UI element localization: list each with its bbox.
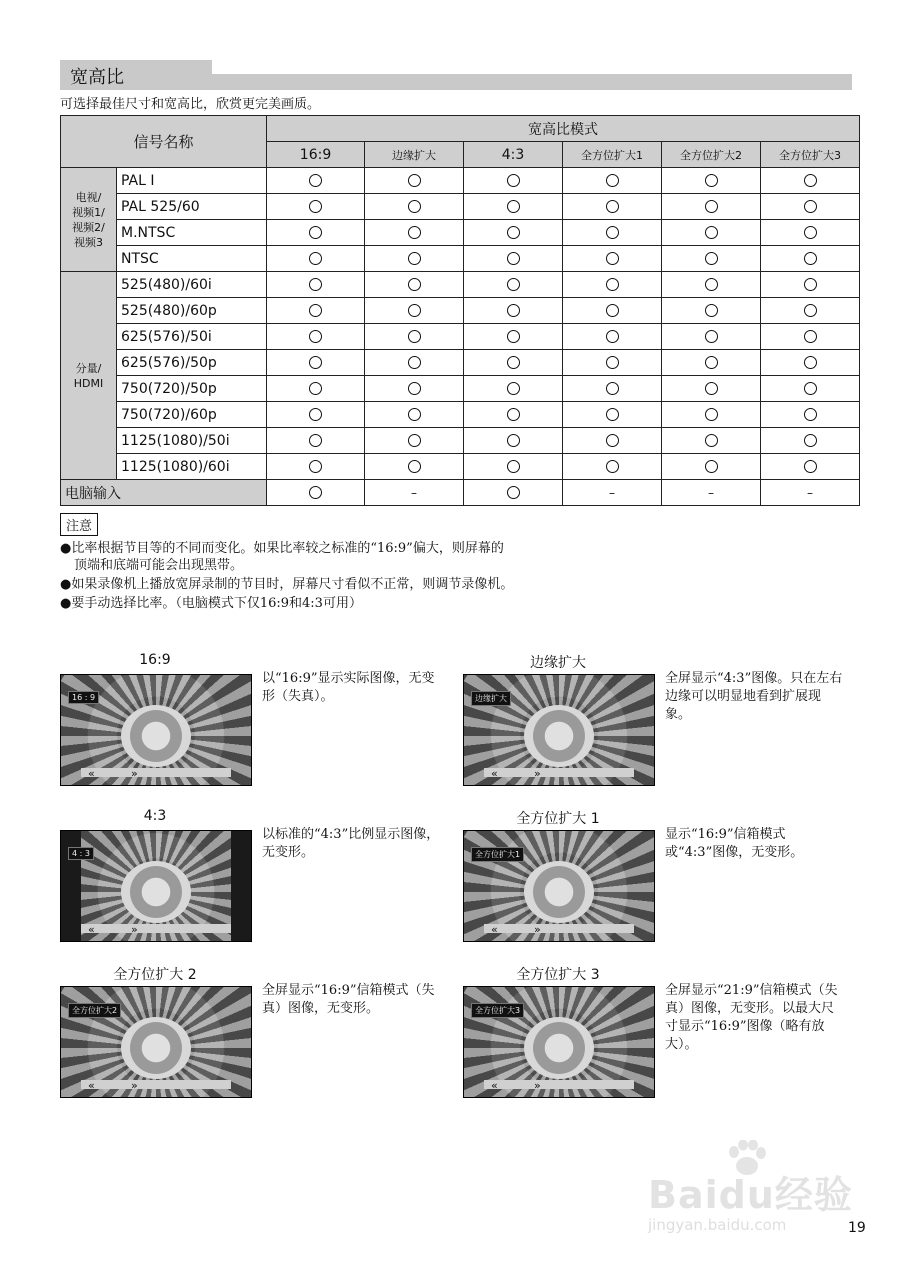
supported-circle-icon bbox=[804, 200, 817, 213]
supported-circle-icon bbox=[507, 226, 520, 239]
sunflower-core bbox=[121, 861, 191, 923]
support-cell bbox=[761, 298, 860, 324]
supported-circle-icon bbox=[408, 304, 421, 317]
support-cell bbox=[365, 480, 464, 506]
support-cell bbox=[662, 324, 761, 350]
baidu-watermark bbox=[648, 1140, 878, 1240]
supported-circle-icon bbox=[309, 486, 322, 499]
support-cell bbox=[365, 194, 464, 220]
support-cell bbox=[761, 194, 860, 220]
supported-circle-icon bbox=[606, 330, 619, 343]
forward-icon: » bbox=[534, 923, 541, 936]
note-label: 注意 bbox=[60, 513, 98, 536]
table-row bbox=[61, 272, 860, 298]
supported-circle-icon bbox=[606, 382, 619, 395]
group-label-line: 电视/ bbox=[75, 190, 102, 204]
support-cell bbox=[563, 298, 662, 324]
signal-name: 1125(1080)/60i bbox=[117, 454, 267, 480]
supported-circle-icon bbox=[408, 356, 421, 369]
supported-circle-icon bbox=[309, 278, 322, 291]
mode-column-header: 全方位扩大2 bbox=[662, 142, 761, 168]
supported-circle-icon bbox=[507, 356, 520, 369]
signal-name-header: 信号名称 bbox=[61, 116, 267, 168]
mode-illustration bbox=[463, 652, 863, 802]
supported-circle-icon bbox=[606, 434, 619, 447]
osd-control-strip bbox=[81, 768, 231, 777]
support-cell bbox=[464, 298, 563, 324]
support-cell bbox=[761, 350, 860, 376]
support-cell bbox=[761, 428, 860, 454]
forward-icon: » bbox=[131, 923, 138, 936]
supported-circle-icon bbox=[309, 304, 322, 317]
tv-screen-image bbox=[463, 830, 655, 942]
support-cell bbox=[365, 402, 464, 428]
supported-circle-icon bbox=[507, 434, 520, 447]
group-label-line: 分量/ bbox=[75, 361, 102, 375]
tv-screen-image bbox=[463, 674, 655, 786]
support-cell bbox=[563, 324, 662, 350]
supported-circle-icon bbox=[309, 174, 322, 187]
supported-circle-icon bbox=[408, 278, 421, 291]
note-item bbox=[60, 540, 660, 574]
table-row bbox=[61, 454, 860, 480]
mode-column-header: 边缘扩大 bbox=[365, 142, 464, 168]
mode-illustration bbox=[60, 964, 460, 1114]
supported-circle-icon bbox=[705, 226, 718, 239]
support-cell bbox=[267, 246, 365, 272]
support-cell bbox=[464, 246, 563, 272]
table-row bbox=[61, 324, 860, 350]
supported-circle-icon bbox=[507, 460, 520, 473]
support-cell bbox=[563, 168, 662, 194]
support-cell bbox=[662, 246, 761, 272]
mode-caption: 全方位扩大 3 bbox=[516, 967, 600, 983]
table-row bbox=[61, 350, 860, 376]
supported-circle-icon bbox=[705, 382, 718, 395]
support-cell bbox=[464, 480, 563, 506]
support-cell bbox=[267, 402, 365, 428]
supported-circle-icon bbox=[408, 174, 421, 187]
support-cell bbox=[761, 480, 860, 506]
supported-circle-icon bbox=[705, 304, 718, 317]
mode-description: 显示“16:9”信箱模式或“4:3”图像，无变形。 bbox=[665, 827, 804, 860]
mode-caption: 全方位扩大 1 bbox=[516, 811, 600, 827]
supported-circle-icon bbox=[309, 330, 322, 343]
rewind-icon: « bbox=[491, 923, 498, 936]
support-cell bbox=[464, 194, 563, 220]
pc-input-row bbox=[61, 480, 860, 506]
osd-mode-label: 全方位扩大3 bbox=[471, 1003, 524, 1018]
support-cell bbox=[563, 246, 662, 272]
supported-circle-icon bbox=[507, 382, 520, 395]
support-cell bbox=[662, 220, 761, 246]
tv-screen-image bbox=[60, 986, 252, 1098]
support-cell bbox=[563, 220, 662, 246]
table-body bbox=[61, 168, 860, 506]
support-cell bbox=[563, 480, 662, 506]
support-cell bbox=[267, 454, 365, 480]
support-cell bbox=[761, 246, 860, 272]
supported-circle-icon bbox=[606, 226, 619, 239]
supported-circle-icon bbox=[408, 408, 421, 421]
supported-circle-icon bbox=[804, 434, 817, 447]
table-row bbox=[61, 194, 860, 220]
support-cell bbox=[761, 402, 860, 428]
osd-mode-label: 全方位扩大2 bbox=[68, 1003, 121, 1018]
note-line: ●要手动选择比率。（电脑模式下仅16:9和4:3可用） bbox=[60, 596, 362, 611]
supported-circle-icon bbox=[507, 330, 520, 343]
table-row bbox=[61, 402, 860, 428]
mode-caption: 边缘扩大 bbox=[530, 655, 586, 671]
support-cell bbox=[464, 324, 563, 350]
mode-column-header: 全方位扩大3 bbox=[761, 142, 860, 168]
signal-name: NTSC bbox=[117, 246, 267, 272]
supported-circle-icon bbox=[804, 252, 817, 265]
support-cell bbox=[761, 272, 860, 298]
signal-group-label bbox=[61, 168, 117, 272]
forward-icon: » bbox=[534, 1079, 541, 1092]
supported-circle-icon bbox=[606, 200, 619, 213]
supported-circle-icon bbox=[309, 460, 322, 473]
support-cell bbox=[662, 376, 761, 402]
supported-circle-icon bbox=[705, 278, 718, 291]
unsupported-dash: – bbox=[708, 485, 715, 500]
osd-control-strip bbox=[81, 924, 231, 933]
supported-circle-icon bbox=[507, 486, 520, 499]
tv-screen-image bbox=[60, 830, 252, 942]
supported-circle-icon bbox=[309, 252, 322, 265]
support-cell bbox=[563, 428, 662, 454]
supported-circle-icon bbox=[606, 304, 619, 317]
support-cell bbox=[267, 220, 365, 246]
section-header bbox=[60, 60, 852, 90]
note-list bbox=[60, 540, 660, 614]
unsupported-dash: – bbox=[609, 485, 616, 500]
supported-circle-icon bbox=[705, 356, 718, 369]
support-cell bbox=[464, 272, 563, 298]
mode-caption: 16:9 bbox=[139, 652, 171, 668]
supported-circle-icon bbox=[606, 252, 619, 265]
supported-circle-icon bbox=[705, 408, 718, 421]
support-cell bbox=[464, 350, 563, 376]
mode-illustration bbox=[60, 652, 460, 802]
mode-column-header: 4:3 bbox=[464, 142, 563, 168]
support-cell bbox=[761, 168, 860, 194]
mode-description: 全屏显示“16:9”信箱模式（失真）图像，无变形。 bbox=[262, 983, 435, 1016]
supported-circle-icon bbox=[804, 356, 817, 369]
supported-circle-icon bbox=[309, 434, 322, 447]
mode-description: 全屏显示“21:9”信箱模式（失真）图像，无变形。以最大尺寸显示“16:9”图像（略有放大）。 bbox=[665, 983, 838, 1052]
mode-caption: 4:3 bbox=[143, 808, 167, 824]
supported-circle-icon bbox=[705, 460, 718, 473]
signal-name: 525(480)/60i bbox=[117, 272, 267, 298]
table-row bbox=[61, 220, 860, 246]
supported-circle-icon bbox=[309, 200, 322, 213]
supported-circle-icon bbox=[408, 460, 421, 473]
mode-illustration bbox=[463, 964, 863, 1114]
supported-circle-icon bbox=[804, 330, 817, 343]
mode-description: 以标准的“4:3”比例显示图像，无变形。 bbox=[262, 827, 440, 860]
osd-control-strip bbox=[484, 924, 634, 933]
supported-circle-icon bbox=[705, 200, 718, 213]
pc-input-label: 电脑输入 bbox=[61, 480, 267, 506]
note-line: ●比率根据节目等的不同而变化。如果比率较之标准的“16:9”偏大，则屏幕的 bbox=[60, 541, 504, 556]
support-cell bbox=[563, 194, 662, 220]
note-item bbox=[60, 576, 660, 593]
supported-circle-icon bbox=[804, 460, 817, 473]
supported-circle-icon bbox=[507, 304, 520, 317]
table-row bbox=[61, 168, 860, 194]
supported-circle-icon bbox=[804, 226, 817, 239]
mode-illustration bbox=[463, 808, 863, 958]
supported-circle-icon bbox=[408, 434, 421, 447]
support-cell bbox=[662, 194, 761, 220]
supported-circle-icon bbox=[309, 382, 322, 395]
mode-illustration bbox=[60, 808, 460, 958]
section-header-rule bbox=[212, 74, 852, 90]
supported-circle-icon bbox=[408, 382, 421, 395]
rewind-icon: « bbox=[491, 767, 498, 780]
supported-circle-icon bbox=[606, 460, 619, 473]
support-cell bbox=[761, 324, 860, 350]
support-cell bbox=[464, 428, 563, 454]
rewind-icon: « bbox=[491, 1079, 498, 1092]
osd-control-strip bbox=[484, 768, 634, 777]
support-cell bbox=[267, 480, 365, 506]
support-cell bbox=[761, 220, 860, 246]
support-cell bbox=[365, 246, 464, 272]
signal-name: 525(480)/60p bbox=[117, 298, 267, 324]
supported-circle-icon bbox=[606, 174, 619, 187]
signal-group-label bbox=[61, 272, 117, 480]
supported-circle-icon bbox=[804, 304, 817, 317]
support-cell bbox=[662, 298, 761, 324]
sunflower-core bbox=[121, 705, 191, 767]
support-cell bbox=[662, 168, 761, 194]
osd-mode-label: 4 : 3 bbox=[68, 847, 94, 860]
support-cell bbox=[563, 350, 662, 376]
support-cell bbox=[365, 454, 464, 480]
support-cell bbox=[464, 402, 563, 428]
mode-column-header: 16:9 bbox=[267, 142, 365, 168]
support-cell bbox=[464, 220, 563, 246]
table-row bbox=[61, 428, 860, 454]
support-cell bbox=[662, 350, 761, 376]
support-cell bbox=[267, 272, 365, 298]
support-cell bbox=[267, 324, 365, 350]
supported-circle-icon bbox=[408, 252, 421, 265]
osd-control-strip bbox=[81, 1080, 231, 1089]
tv-screen-image bbox=[60, 674, 252, 786]
note-line: ●如果录像机上播放宽屏录制的节目时，屏幕尺寸看似不正常，则调节录像机。 bbox=[60, 577, 514, 592]
support-cell bbox=[365, 428, 464, 454]
watermark-url: jingyan.baidu.com bbox=[648, 1216, 787, 1234]
support-cell bbox=[267, 168, 365, 194]
support-cell bbox=[267, 428, 365, 454]
supported-circle-icon bbox=[309, 408, 322, 421]
rewind-icon: « bbox=[88, 923, 95, 936]
osd-mode-label: 16 : 9 bbox=[68, 691, 99, 704]
support-cell bbox=[563, 376, 662, 402]
sunflower-core bbox=[121, 1017, 191, 1079]
mode-column-header: 全方位扩大1 bbox=[563, 142, 662, 168]
signal-name: PAL 525/60 bbox=[117, 194, 267, 220]
signal-name: 625(576)/50i bbox=[117, 324, 267, 350]
support-cell bbox=[365, 324, 464, 350]
supported-circle-icon bbox=[507, 200, 520, 213]
group-label-line: 视频3 bbox=[74, 235, 103, 249]
mode-description: 全屏显示“4:3”图像。只在左右边缘可以明显地看到扩展现象。 bbox=[665, 671, 843, 722]
note-line: 顶端和底端可能会出现黑带。 bbox=[74, 558, 244, 573]
section-intro: 可选择最佳尺寸和宽高比，欣赏更完美画质。 bbox=[60, 97, 321, 112]
support-cell bbox=[464, 376, 563, 402]
support-cell bbox=[662, 402, 761, 428]
mode-caption: 全方位扩大 2 bbox=[113, 967, 197, 983]
supported-circle-icon bbox=[507, 252, 520, 265]
support-cell bbox=[761, 454, 860, 480]
support-cell bbox=[464, 454, 563, 480]
osd-mode-label: 边缘扩大 bbox=[471, 691, 511, 706]
aspect-mode-header: 宽高比模式 bbox=[267, 116, 860, 142]
tv-screen-image bbox=[463, 986, 655, 1098]
signal-name: 1125(1080)/50i bbox=[117, 428, 267, 454]
support-cell bbox=[365, 272, 464, 298]
support-cell bbox=[365, 298, 464, 324]
page-number: 19 bbox=[848, 1220, 866, 1236]
support-cell bbox=[563, 272, 662, 298]
supported-circle-icon bbox=[804, 174, 817, 187]
support-cell bbox=[662, 272, 761, 298]
aspect-ratio-table bbox=[60, 115, 860, 506]
support-cell bbox=[267, 194, 365, 220]
signal-name: PAL I bbox=[117, 168, 267, 194]
supported-circle-icon bbox=[804, 382, 817, 395]
supported-circle-icon bbox=[408, 200, 421, 213]
support-cell bbox=[464, 168, 563, 194]
support-cell bbox=[365, 220, 464, 246]
supported-circle-icon bbox=[606, 408, 619, 421]
osd-control-strip bbox=[484, 1080, 634, 1089]
supported-circle-icon bbox=[507, 278, 520, 291]
osd-mode-label: 全方位扩大1 bbox=[471, 847, 524, 862]
support-cell bbox=[365, 350, 464, 376]
supported-circle-icon bbox=[705, 174, 718, 187]
supported-circle-icon bbox=[705, 252, 718, 265]
support-cell bbox=[563, 454, 662, 480]
supported-circle-icon bbox=[507, 408, 520, 421]
supported-circle-icon bbox=[408, 226, 421, 239]
support-cell bbox=[662, 454, 761, 480]
unsupported-dash: – bbox=[807, 485, 814, 500]
support-cell bbox=[662, 428, 761, 454]
group-label-line: HDMI bbox=[73, 376, 104, 390]
supported-circle-icon bbox=[606, 356, 619, 369]
support-cell bbox=[563, 402, 662, 428]
rewind-icon: « bbox=[88, 1079, 95, 1092]
support-cell bbox=[662, 480, 761, 506]
sunflower-core bbox=[524, 1017, 594, 1079]
supported-circle-icon bbox=[507, 174, 520, 187]
forward-icon: » bbox=[131, 1079, 138, 1092]
support-cell bbox=[267, 298, 365, 324]
rewind-icon: « bbox=[88, 767, 95, 780]
unsupported-dash: – bbox=[411, 485, 418, 500]
table-row bbox=[61, 298, 860, 324]
supported-circle-icon bbox=[705, 330, 718, 343]
supported-circle-icon bbox=[804, 408, 817, 421]
forward-icon: » bbox=[131, 767, 138, 780]
supported-circle-icon bbox=[804, 278, 817, 291]
support-cell bbox=[267, 350, 365, 376]
mode-description: 以“16:9”显示实际图像，无变形（失真）。 bbox=[262, 671, 435, 704]
signal-name: 750(720)/50p bbox=[117, 376, 267, 402]
support-cell bbox=[761, 376, 860, 402]
support-cell bbox=[365, 168, 464, 194]
note-item bbox=[60, 595, 660, 612]
supported-circle-icon bbox=[309, 356, 322, 369]
sunflower-core bbox=[524, 861, 594, 923]
supported-circle-icon bbox=[705, 434, 718, 447]
signal-name: M.NTSC bbox=[117, 220, 267, 246]
forward-icon: » bbox=[534, 767, 541, 780]
signal-name: 625(576)/50p bbox=[117, 350, 267, 376]
support-cell bbox=[365, 376, 464, 402]
table-row bbox=[61, 246, 860, 272]
watermark-brand: Baidu经验 bbox=[648, 1173, 853, 1217]
section-title: 宽高比 bbox=[70, 67, 124, 88]
support-cell bbox=[267, 376, 365, 402]
group-label-line: 视频2/ bbox=[72, 220, 105, 234]
group-label-line: 视频1/ bbox=[72, 205, 105, 219]
signal-name: 750(720)/60p bbox=[117, 402, 267, 428]
supported-circle-icon bbox=[606, 278, 619, 291]
sunflower-core bbox=[524, 705, 594, 767]
supported-circle-icon bbox=[309, 226, 322, 239]
supported-circle-icon bbox=[408, 330, 421, 343]
table-row bbox=[61, 376, 860, 402]
